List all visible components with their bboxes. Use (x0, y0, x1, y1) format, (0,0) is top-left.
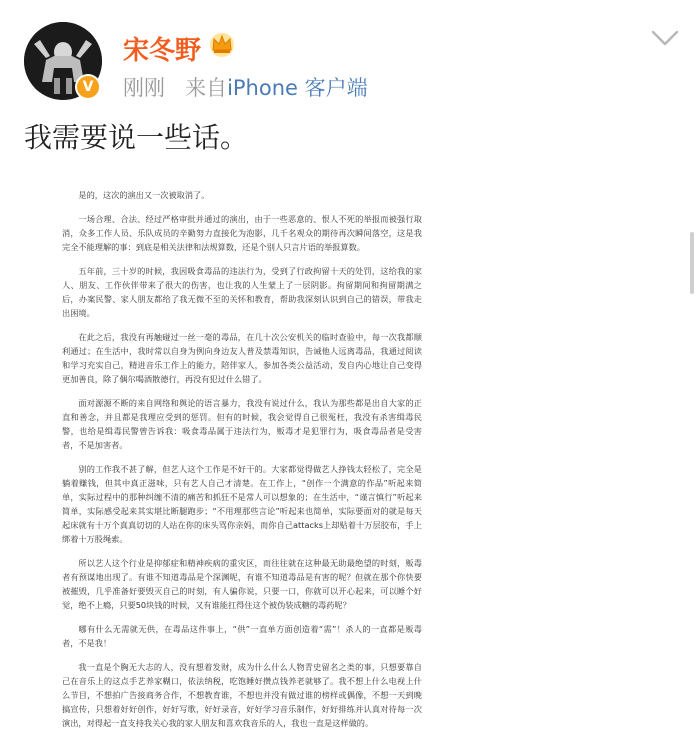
post-image-statement[interactable] (62, 188, 422, 737)
post-timestamp: 刚刚 (123, 76, 165, 100)
statement-paragraph: 所以艺人这个行业是抑郁症和精神疾病的重灾区，而往往就在这种最无助最绝望的时刻，贩毒者有预谋地出现了。有谁不知道毒品是个深渊呢，有谁不知道毒品是有害的呢？但就在那个你快要被摧毁，几乎准备好要毁灭自己的时刻，有人骗你说，只要一口，你就可以开心起来，可以睡个好觉，绝不上瘾，只要50块钱的时候，又有谁能扛得住这个被伪装成糖的毒药呢？ (62, 558, 422, 610)
statement-paragraph: 五年前，三十岁的时候，我因吸食毒品的违法行为，受到了行政拘留十天的处罚，这给我的家人、朋友、工作伙伴带来了很大的伤害，也让我的人生蒙上了一层阴影。拘留期间和拘留期满之后，办案民警、家人朋友都给了我无微不至的关怀和教育，帮助我深刻认识到自己的错误，带我走出困境。 (62, 266, 422, 318)
source-prefix: 来自 (185, 76, 228, 100)
source-link[interactable]: iPhone 客户端 (227, 76, 368, 100)
post-text: 我需要说一些话。 (24, 121, 249, 154)
chevron-down-icon[interactable] (650, 28, 680, 48)
statement-paragraph: 一场合理、合法、经过严格审批并通过的演出，由于一些恶意的、恨人不死的举报而被强行取消，众多工作人员、乐队成员的辛勤努力直接化为泡影，几千名观众的期待再次瞬间落空，这是我完全不能理解的事：到底是相关法律和法规算数，还是个别人只言片语的举报算数。 (62, 214, 422, 252)
statement-paragraph: 别的工作我不甚了解，但艺人这个工作是不好干的。大家都觉得做艺人挣钱太轻松了，完全是躺着赚钱，但其中真正滋味，只有艺人自己才清楚。在工作上，“创作一个满意的作品”听起来简单，实际过程中的那种纠缠不清的痛苦和抓狂不是常人可以想象的；在生活中，“谨言慎行”听起来简单，实际感受起来其实堪比断腿跑步；“不用理那些言论”听起来也简单，实际要面对的就是每天起床就有十万个真真切切的人站在你的床头骂你亲妈，而你自己attacks上却贴着十万层胶布，手上绑着十万股绳索。 (62, 464, 422, 544)
statement-paragraph: 我一直是个胸无大志的人，没有想着发财，成为什么什么人物青史留名之类的事，只想要靠自己在音乐上的这点手艺养家糊口，依法纳税，吃饱睡好攒点钱养老就够了。我不想上什么电视上什么节目，不想拍广告接商务合作，不想教育谁，不想也并没有做过谁的榜样或偶像，不想一天到晚搞宣传，只想着好好创作，好好写歌，好好录音，好好学习音乐制作，好好排练并认真对待每一次演出，对得起一直支持我关心我的家人朋友和喜欢我音乐的人，我也一直是这样做的。 (62, 662, 422, 728)
verified-badge-icon: V (75, 74, 101, 100)
statement-paragraph: 是的，这次的演出又一次被取消了。 (78, 190, 210, 200)
crown-icon[interactable] (208, 30, 236, 58)
post-header (0, 0, 700, 110)
post-meta (123, 72, 368, 102)
scrollbar[interactable] (690, 232, 694, 294)
statement-paragraph: 哪有什么无需就无供，在毒品这件事上，“供”一直单方面创造着“需”！杀人的一直都是贩毒者，不是我！ (62, 624, 422, 648)
statement-paragraph: 在此之后，我没有再触碰过一丝一毫的毒品，在几十次公安机关的临时查验中，每一次我都顺利通过；在生活中，我时常以自身为例向身边友人普及禁毒知识，告诫他人远离毒品，我通过阅读和学习充实自己，精进音乐工作上的能力，陪伴家人，参加各类公益活动，发自内心地让自己变得更加善良，除了偶尔喝酒散德行，再没有犯过什么错了。 (62, 332, 422, 384)
statement-paragraph: 面对源源不断的来自网络和舆论的语言暴力，我没有说过什么，我认为那些都是出自大家的正直和善念，并且都是我理应受到的惩罚。但有的时候，我会觉得自己很冤枉，我没有杀害缉毒民警，也给是缉毒民警曾告诉我：吸食毒品属于违法行为，贩毒才是犯罪行为，吸食毒品者是受害者，不是加害者。 (62, 398, 422, 450)
username[interactable]: 宋冬野 (123, 36, 202, 66)
